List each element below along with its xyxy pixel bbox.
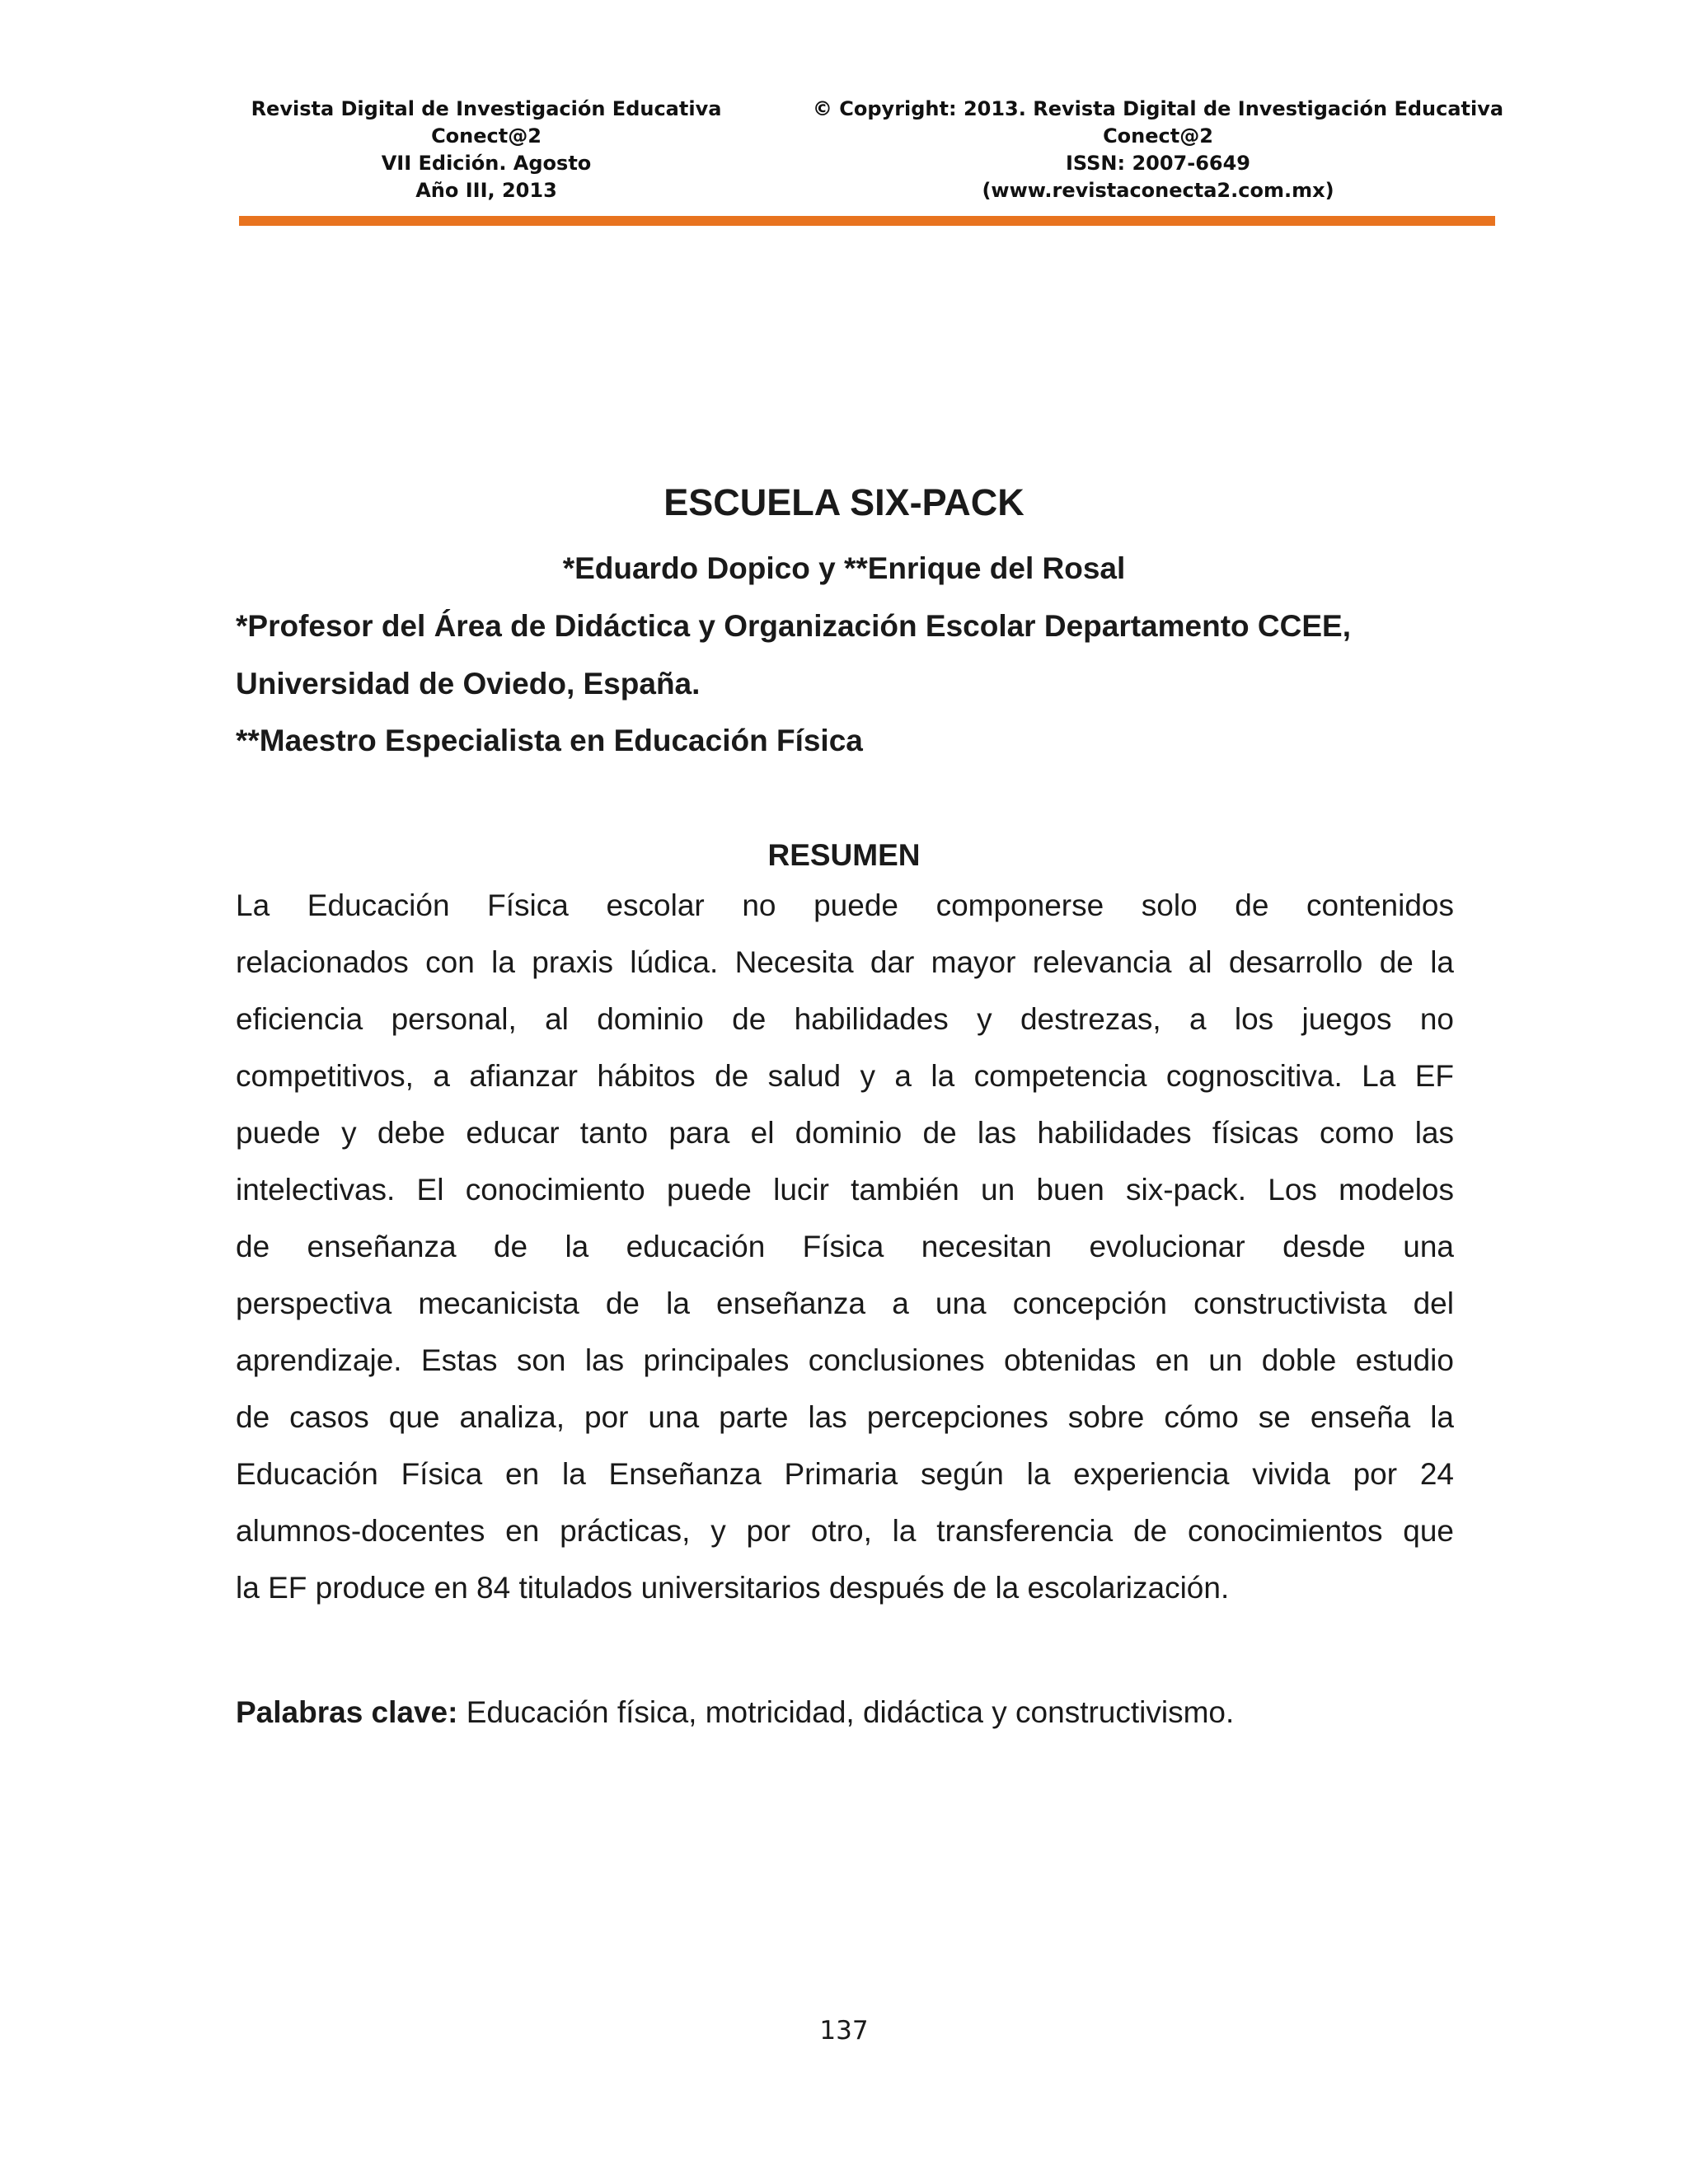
- journal-website: (www.revistaconecta2.com.mx): [982, 179, 1334, 202]
- abstract-line: de enseñanza de la educación Física necesitan evolucionar desde una: [236, 1230, 1454, 1263]
- abstract-line: Educación Física en la Enseñanza Primaria según la experiencia vivida por 24: [236, 1457, 1454, 1491]
- keywords: [236, 1691, 1472, 1734]
- abstract-line: La Educación Física escolar no puede componerse solo de contenidos: [236, 888, 1454, 922]
- author-affiliation-1-continued: Universidad de Oviedo, España.: [236, 667, 701, 701]
- abstract-line: eficiencia personal, al dominio de habilidades y destrezas, a los juegos no: [236, 1002, 1454, 1036]
- journal-header-left: [239, 96, 734, 204]
- keywords-list: Educación física, motricidad, didáctica y constructivismo.: [457, 1695, 1235, 1729]
- abstract-line: de casos que analiza, por una parte las percepciones sobre cómo se enseña la: [236, 1400, 1454, 1434]
- journal-header-right: [808, 96, 1508, 204]
- page-number: 137: [819, 2016, 869, 2046]
- edition-label: VII Edición. Agosto: [381, 152, 592, 175]
- copyright-line: © Copyright: 2013. Revista Digital de Investigación Educativa: [812, 97, 1504, 120]
- journal-name: Revista Digital de Investigación Educativa: [251, 97, 722, 120]
- abstract-line: puede y debe educar tanto para el dominio de las habilidades físicas como las: [236, 1116, 1454, 1150]
- abstract-line: alumnos-docentes en prácticas, y por otro, la transferencia de conocimientos que: [236, 1514, 1454, 1548]
- issn-label: ISSN: 2007-6649: [1065, 152, 1250, 175]
- abstract-line: intelectivas. El conocimiento puede lucir también un buen six-pack. Los modelos: [236, 1173, 1454, 1207]
- article-title: ESCUELA SIX-PACK: [663, 481, 1025, 523]
- abstract-line: relacionados con la praxis lúdica. Necesita dar mayor relevancia al desarrollo de la: [236, 945, 1454, 979]
- year-label: Año III, 2013: [415, 179, 557, 202]
- journal-short-name-right: Conect@2: [1103, 124, 1213, 148]
- author-affiliation-1: *Profesor del Área de Didáctica y Organización Escolar Departamento CCEE,: [236, 609, 1351, 643]
- abstract-heading: RESUMEN: [767, 838, 921, 872]
- abstract-line: aprendizaje. Estas son las principales conclusiones obtenidas en un doble estudio: [236, 1343, 1454, 1377]
- keywords-label: Palabras clave:: [236, 1695, 458, 1729]
- abstract-line: competitivos, a afianzar hábitos de salud y a la competencia cognoscitiva. La EF: [236, 1059, 1454, 1093]
- article-authors: *Eduardo Dopico y **Enrique del Rosal: [562, 551, 1126, 585]
- header-divider: [239, 216, 1495, 226]
- abstract-line: la EF produce en 84 titulados universitarios después de la escolarización.: [236, 1571, 1230, 1605]
- abstract-line: perspectiva mecanicista de la enseñanza a una concepción constructivista del: [236, 1286, 1454, 1320]
- journal-short-name: Conect@2: [431, 124, 542, 148]
- author-affiliation-2: **Maestro Especialista en Educación Física: [236, 724, 863, 757]
